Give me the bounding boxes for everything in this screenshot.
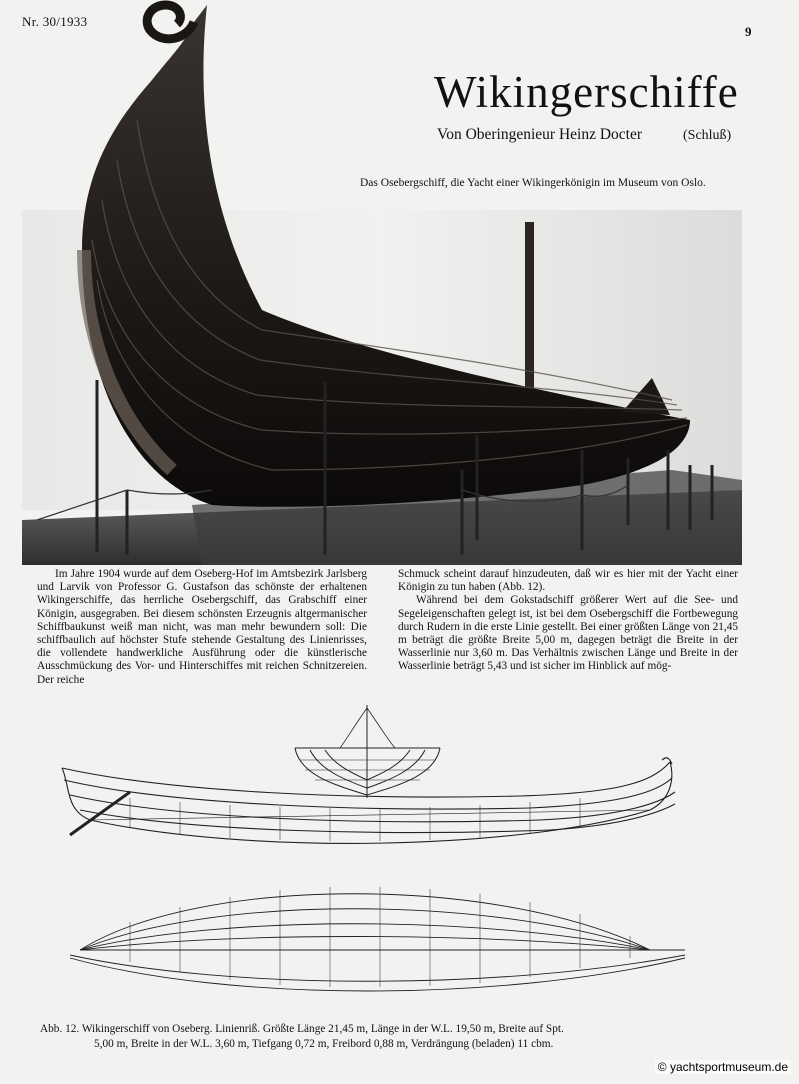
figure-caption-line-2: 5,00 m, Breite in der W.L. 3,60 m, Tiefgang 0,72 m, Freibord 0,88 m, Verdrängung (beladen) 11 cbm. bbox=[94, 1038, 554, 1050]
sheer-plan-profile bbox=[62, 758, 675, 844]
watermark: © yachtsportmuseum.de bbox=[655, 1060, 791, 1074]
photo-caption: Das Osebergschiff, die Yacht einer Wikingerkönigin im Museum von Oslo. bbox=[360, 177, 706, 189]
body-paragraph: Während bei dem Gokstadschiff größerer Wert auf die See- und Segeleigenschaften gelegt ist, ist bei dem Osebergschiff die Fortbewegung durch Rudern in die erste Linie gestellt. Bei einer größten Länge von 21,45 m beträgt die größte Breite 5,00 m, dagegen beträgt die Breite in der Wasserlinie nur 3,60 m. Das Verhältnis zwischen Länge und Breite in der Wasserlinie beträgt 5,43 und ist sicher im Hinblick auf mög- bbox=[398, 594, 738, 673]
text-column-left bbox=[37, 568, 367, 687]
article-title: Wikingerschiffe bbox=[434, 67, 739, 117]
figure-caption bbox=[40, 1022, 740, 1052]
body-paragraph: Im Jahre 1904 wurde auf dem Oseberg-Hof im Amtsbezirk Jarlsberg und Larvik von Professor G. Gustafson das schönste der erhaltenen Wikingerschiffe, das herrliche Osebergschiff, das Grabschiff einer Königin, ausgegraben. Bei diesem schönsten Erzeugnis altgermanischer Schiffbaukunst weiß man nicht, was man mehr bewundern soll: Die schiffbaulich auf höchster Stufe stehende Gestaltung des Linienrisses, die vollendete handwerkliche Ausführung oder die künstlerische Ausschmückung des Vor- und Hinterschiffes mit reichen Schnitzereien. Der reiche bbox=[37, 568, 367, 686]
lines-plan-drawing bbox=[50, 700, 700, 1020]
article-author: Von Oberingenieur Heinz Docter bbox=[437, 126, 643, 143]
issue-number: Nr. 30/1933 bbox=[22, 14, 88, 29]
figure-caption-line-1: Abb. 12. Wikingerschiff von Oseberg. Linienriß. Größte Länge 21,45 m, Länge in der W.L. 19,50 m, Breite auf Spt. bbox=[40, 1023, 564, 1035]
article-continuation-note: (Schluß) bbox=[683, 128, 732, 143]
body-plan-section bbox=[295, 705, 440, 798]
body-paragraph-continuation: Schmuck scheint darauf hinzudeuten, daß wir es hier mit der Yacht einer Königin zu tun haben (Abb. 12). bbox=[398, 568, 738, 594]
page-number: 9 bbox=[745, 24, 752, 39]
half-breadth-plan bbox=[70, 887, 685, 991]
text-column-right bbox=[398, 568, 738, 674]
